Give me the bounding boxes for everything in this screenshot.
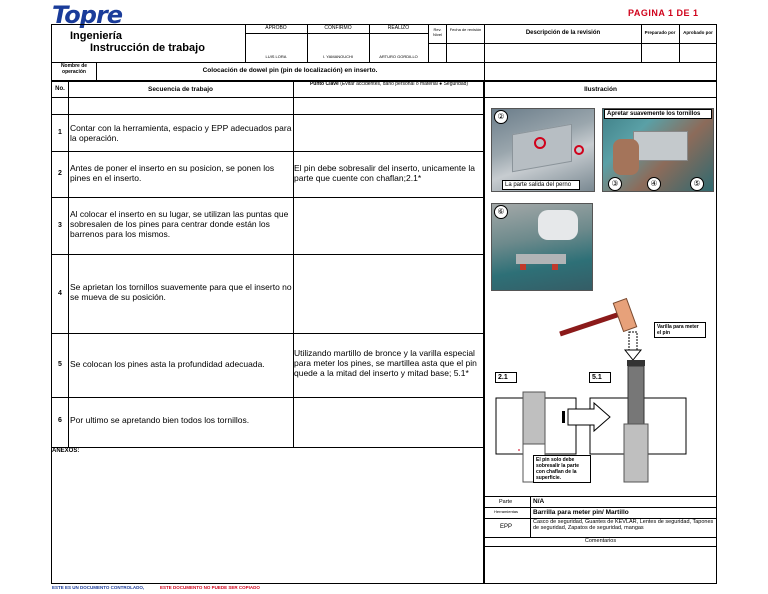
preparado-label: Preparado por bbox=[644, 30, 676, 35]
herramientas-label: Herramientas bbox=[494, 509, 519, 514]
row-5-key: Utilizando martillo de bronce y la varilla especial para meter los pines, se martillea asta que el pin quede a la mitad del inserto y mitad base; 5.1* bbox=[294, 348, 477, 378]
col-ilustracion-header: Ilustración bbox=[584, 86, 617, 93]
row-2-no: 2 bbox=[58, 170, 62, 177]
page-indicator: PAGINA 1 DE 1 bbox=[628, 8, 699, 18]
photo1-badge: ② bbox=[494, 110, 508, 124]
col-no-header: No. bbox=[55, 86, 65, 92]
anexos-label: ANEXOS: bbox=[52, 448, 80, 454]
photo2-badge-5: ⑤ bbox=[690, 177, 704, 191]
col-punto-clave-header bbox=[294, 82, 484, 88]
fecha-revision-label: Fecha de revisión bbox=[449, 27, 482, 32]
footer-controlled: ESTE ES UN DOCUMENTO CONTROLADO, bbox=[52, 585, 145, 590]
operation-label: Nombre de operación bbox=[60, 63, 88, 75]
realizo-label: REALIZO bbox=[387, 25, 410, 31]
row-2-key: El pin debe sobresalir del inserto, unicamente la parte que cuente con chaflan;2.1* bbox=[294, 163, 475, 183]
epp-value: Casco de seguridad, Guantes de KEVLAR, Lentes de seguridad, Tapones de seguridad, Zapatos de seguridad, mangas bbox=[533, 519, 714, 532]
row-3-step: Al colocar el inserto en su lugar, se utilizan las puntas que sobresalen de los pines para centrar donde están los barrenos para los mismos. bbox=[70, 209, 289, 239]
doc-title: Instrucción de trabajo bbox=[90, 42, 205, 54]
company-logo: Topre bbox=[52, 1, 123, 29]
parte-label: Parte bbox=[499, 499, 513, 505]
descripcion-label: Descripción de la revisión bbox=[525, 30, 601, 36]
aprobado-label: Aprobado por bbox=[683, 30, 713, 35]
photo2-caption: Apretar suavemente los tornillos bbox=[604, 109, 712, 119]
aprobo-label: APROBO bbox=[265, 25, 287, 31]
confirmo-label: CONFIRMO bbox=[324, 25, 352, 31]
confirmo-name: I. YAMANOUCHI bbox=[322, 54, 354, 59]
col-punto-clave-title: Punto Clave bbox=[309, 81, 339, 87]
realizo-name: ARTURO GORDILLO bbox=[379, 54, 418, 59]
down-arrow-icon bbox=[625, 332, 641, 360]
operation-name: Colocación de dowel pin (pin de localización) en inserto. bbox=[202, 67, 378, 74]
row-4-no: 4 bbox=[58, 290, 62, 297]
row-4-step: Se aprietan los tornillos suavemente para que el inserto no se mueva de su posición. bbox=[70, 282, 292, 302]
rev-nivel-label: Rev. Nivel bbox=[433, 27, 442, 37]
varilla-label: Varilla para meter el pin bbox=[654, 322, 706, 338]
row-6-step: Por ultimo se apretando bien todos los tornillos. bbox=[70, 415, 250, 425]
herramientas-value: Barrilla para meter pin/ Martillo bbox=[533, 509, 629, 516]
diagram-label-21: 2.1 bbox=[495, 372, 517, 383]
right-arrow-icon bbox=[562, 403, 610, 431]
col-secuencia-header: Secuencia de trabajo bbox=[147, 86, 214, 93]
row-5-no: 5 bbox=[58, 361, 62, 368]
col-punto-clave-note: (Evitar accidentes, daño personal o material ● Seguridad) bbox=[340, 81, 469, 87]
row-2-step: Antes de poner el inserto en su posicion, se ponen los pines en el inserto. bbox=[70, 163, 275, 183]
dept-title: Ingeniería bbox=[70, 30, 122, 42]
diagram-label-51: 5.1 bbox=[589, 372, 611, 383]
photo3-badge: ⑥ bbox=[494, 205, 508, 219]
footer-no-copy: ESTE DOCUMENTO NO PUEDE SER COPIADO bbox=[160, 585, 260, 590]
parte-value: N/A bbox=[533, 498, 545, 505]
photo1-caption: La parte salida del perno bbox=[502, 180, 580, 190]
row-1-no: 1 bbox=[58, 129, 62, 136]
photo2-badge-4: ④ bbox=[647, 177, 661, 191]
photo2-badge-3: ③ bbox=[608, 177, 622, 191]
row-5-step: Se colocan los pines asta la profundidad adecuada. bbox=[70, 359, 265, 369]
epp-label: EPP bbox=[500, 524, 513, 530]
row-3-no: 3 bbox=[58, 222, 62, 229]
pin-note: El pin solo debe sobresalir la parte con chaflan de la superficie. bbox=[533, 455, 591, 483]
hammer-icon bbox=[560, 299, 637, 334]
comentarios-label: Comentarios bbox=[584, 538, 617, 544]
aprobo-name: LUIS LORA bbox=[265, 54, 287, 59]
row-6-no: 6 bbox=[58, 417, 62, 424]
row-1-step: Contar con la herramienta, espacio y EPP adecuados para la operación. bbox=[70, 123, 292, 143]
